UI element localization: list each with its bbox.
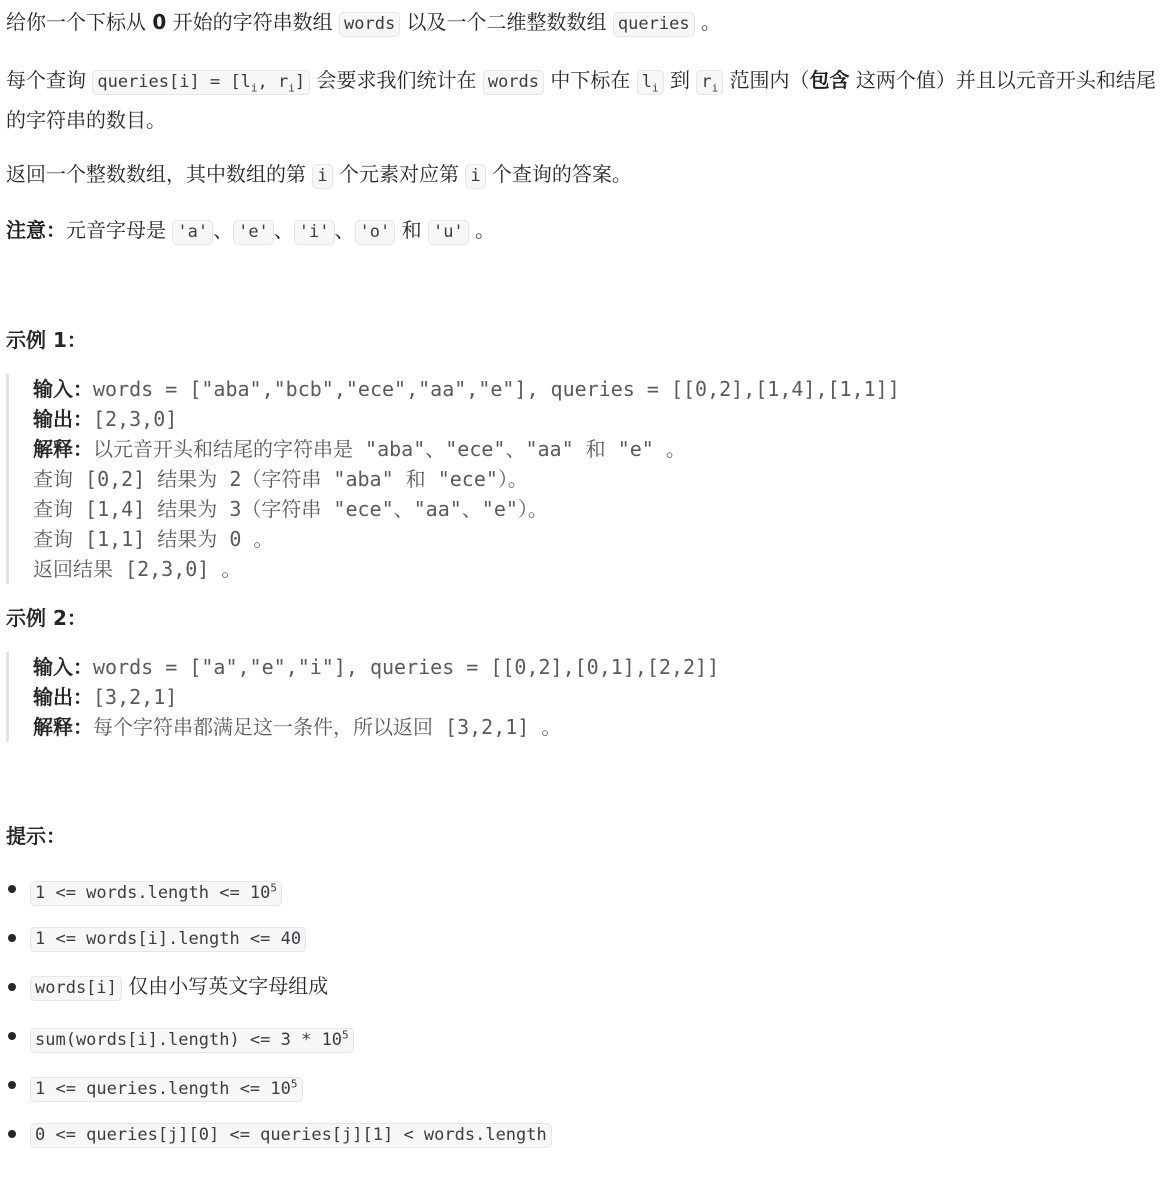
code-subscript: i — [250, 81, 258, 95]
bold-inclusive: 包含 — [809, 68, 850, 92]
return-text: 返回一个整数数组，其中数组的第 — [6, 162, 313, 187]
explanation-line: 查询 [1,4] 结果为 3（字符串 "ece"、"aa"、"e"）。 — [33, 497, 548, 522]
example-2-block — [6, 652, 1164, 742]
output-label: 输出： — [33, 685, 93, 710]
spacer — [6, 270, 1164, 324]
constraint-item — [6, 1019, 1164, 1051]
note-text: 元音字母是 — [66, 218, 173, 243]
query-text: 这两个值）并且以元音开头和结尾的字符串的数目。 — [6, 68, 1156, 133]
query-text: 中下标在 — [544, 68, 637, 92]
query-text: 到 — [663, 68, 697, 92]
inline-code-query-def — [92, 70, 310, 95]
constraint-code — [30, 881, 282, 906]
intro-paragraph — [6, 6, 1164, 40]
output-value: [3,2,1] — [93, 685, 178, 710]
note-text: 。 — [468, 218, 496, 243]
hints-title: 提示： — [6, 824, 66, 849]
input-value: words = ["aba","bcb","ece","aa","e"], queries = [[0,2],[1,4],[1,1]] — [93, 377, 900, 402]
inline-code-li — [637, 70, 664, 95]
intro-text: 以及一个二维整数数组 — [400, 10, 613, 34]
constraint-item — [6, 1068, 1164, 1100]
constraint-text: 仅由小写英文字母组成 — [121, 974, 329, 999]
code-part: 1 <= queries.length <= 10 — [35, 1079, 291, 1100]
output-value: [2,3,0] — [93, 407, 178, 432]
query-paragraph — [6, 64, 1164, 136]
return-text: 个查询的答案。 — [485, 162, 632, 187]
query-text: 每个查询 — [6, 68, 93, 92]
explanation-label: 解释： — [33, 437, 93, 462]
inline-code-words: words — [483, 70, 544, 95]
code-part: , r — [257, 72, 289, 92]
inline-code-ri — [696, 70, 723, 95]
intro-text: 。 — [694, 10, 721, 34]
constraint-code — [30, 1077, 303, 1102]
bullet-icon — [8, 934, 16, 942]
code-part: l — [641, 72, 652, 92]
explanation-line: 以元音开头和结尾的字符串是 "aba"、"ece"、"aa" 和 "e" 。 — [93, 437, 686, 462]
intro-bold-zero: 0 — [152, 10, 167, 34]
inline-code-i: i — [465, 164, 485, 189]
code-part: queries[i] = [l — [97, 72, 251, 92]
constraint-item — [6, 872, 1164, 904]
code-superscript: 5 — [342, 1028, 349, 1042]
explanation-line: 查询 [0,2] 结果为 2（字符串 "aba" 和 "ece"）。 — [33, 467, 528, 492]
note-label: 注意： — [6, 218, 66, 243]
code-subscript: i — [711, 81, 719, 95]
explanation-line: 返回结果 [2,3,0] 。 — [33, 557, 242, 582]
explanation-label: 解释： — [33, 715, 93, 740]
query-text: 范围内（ — [723, 68, 810, 92]
bullet-icon — [8, 983, 16, 991]
bullet-icon — [8, 1032, 16, 1040]
input-value: words = ["a","e","i"], queries = [[0,2],[0,1],[2,2]] — [93, 655, 720, 680]
inline-code-vowel-i: 'i' — [294, 220, 335, 245]
code-part: 1 <= words.length <= 10 — [35, 883, 271, 904]
note-paragraph — [6, 214, 1164, 248]
code-part: sum(words[i].length) <= 3 * 10 — [35, 1030, 343, 1051]
inline-code-vowel-e: 'e' — [233, 220, 274, 245]
code-part: r — [701, 72, 712, 92]
output-label: 输出： — [33, 407, 93, 432]
constraint-code — [30, 1028, 354, 1053]
intro-text: 开始的字符串数组 — [166, 10, 339, 34]
code-part: ] — [294, 72, 306, 92]
constraints-list — [6, 872, 1164, 1149]
input-label: 输入： — [33, 655, 93, 680]
spacer — [6, 760, 1164, 820]
code-superscript: 5 — [290, 1077, 298, 1091]
constraint-item — [6, 921, 1164, 953]
explanation-line: 查询 [1,1] 结果为 0 。 — [33, 527, 274, 552]
inline-code-words: words — [339, 12, 400, 37]
note-separator: 、 — [213, 218, 234, 243]
code-subscript: i — [651, 81, 659, 95]
constraint-code: 1 <= words[i].length <= 40 — [30, 927, 306, 952]
example-1-title: 示例 1： — [6, 328, 87, 353]
constraint-code: words[i] — [30, 976, 122, 1001]
intro-text: 给你一个下标从 — [6, 10, 153, 34]
explanation-line: 每个字符串都满足这一条件，所以返回 [3,2,1] 。 — [93, 715, 562, 740]
constraint-item — [6, 970, 1164, 1002]
example-2-title: 示例 2： — [6, 606, 87, 631]
note-separator: 、 — [334, 218, 355, 243]
code-superscript: 5 — [270, 881, 278, 895]
note-separator: 、 — [273, 218, 294, 243]
bullet-icon — [8, 885, 16, 893]
constraint-item — [6, 1117, 1164, 1149]
return-text: 个元素对应第 — [332, 162, 466, 187]
inline-code-queries: queries — [613, 12, 695, 37]
note-text: 和 — [395, 218, 428, 243]
return-paragraph — [6, 158, 1164, 192]
inline-code-vowel-a: 'a' — [172, 220, 213, 245]
bullet-icon — [8, 1130, 16, 1138]
constraint-code: 0 <= queries[j][0] <= queries[j][1] < words.length — [30, 1123, 552, 1148]
input-label: 输入： — [33, 377, 93, 402]
inline-code-i: i — [312, 164, 332, 189]
inline-code-vowel-u: 'u' — [428, 220, 469, 245]
bullet-icon — [8, 1081, 16, 1089]
example-1-block — [6, 374, 1164, 584]
inline-code-vowel-o: 'o' — [355, 220, 396, 245]
code-subscript: i — [288, 81, 295, 95]
query-text: 会要求我们统计在 — [310, 68, 483, 92]
